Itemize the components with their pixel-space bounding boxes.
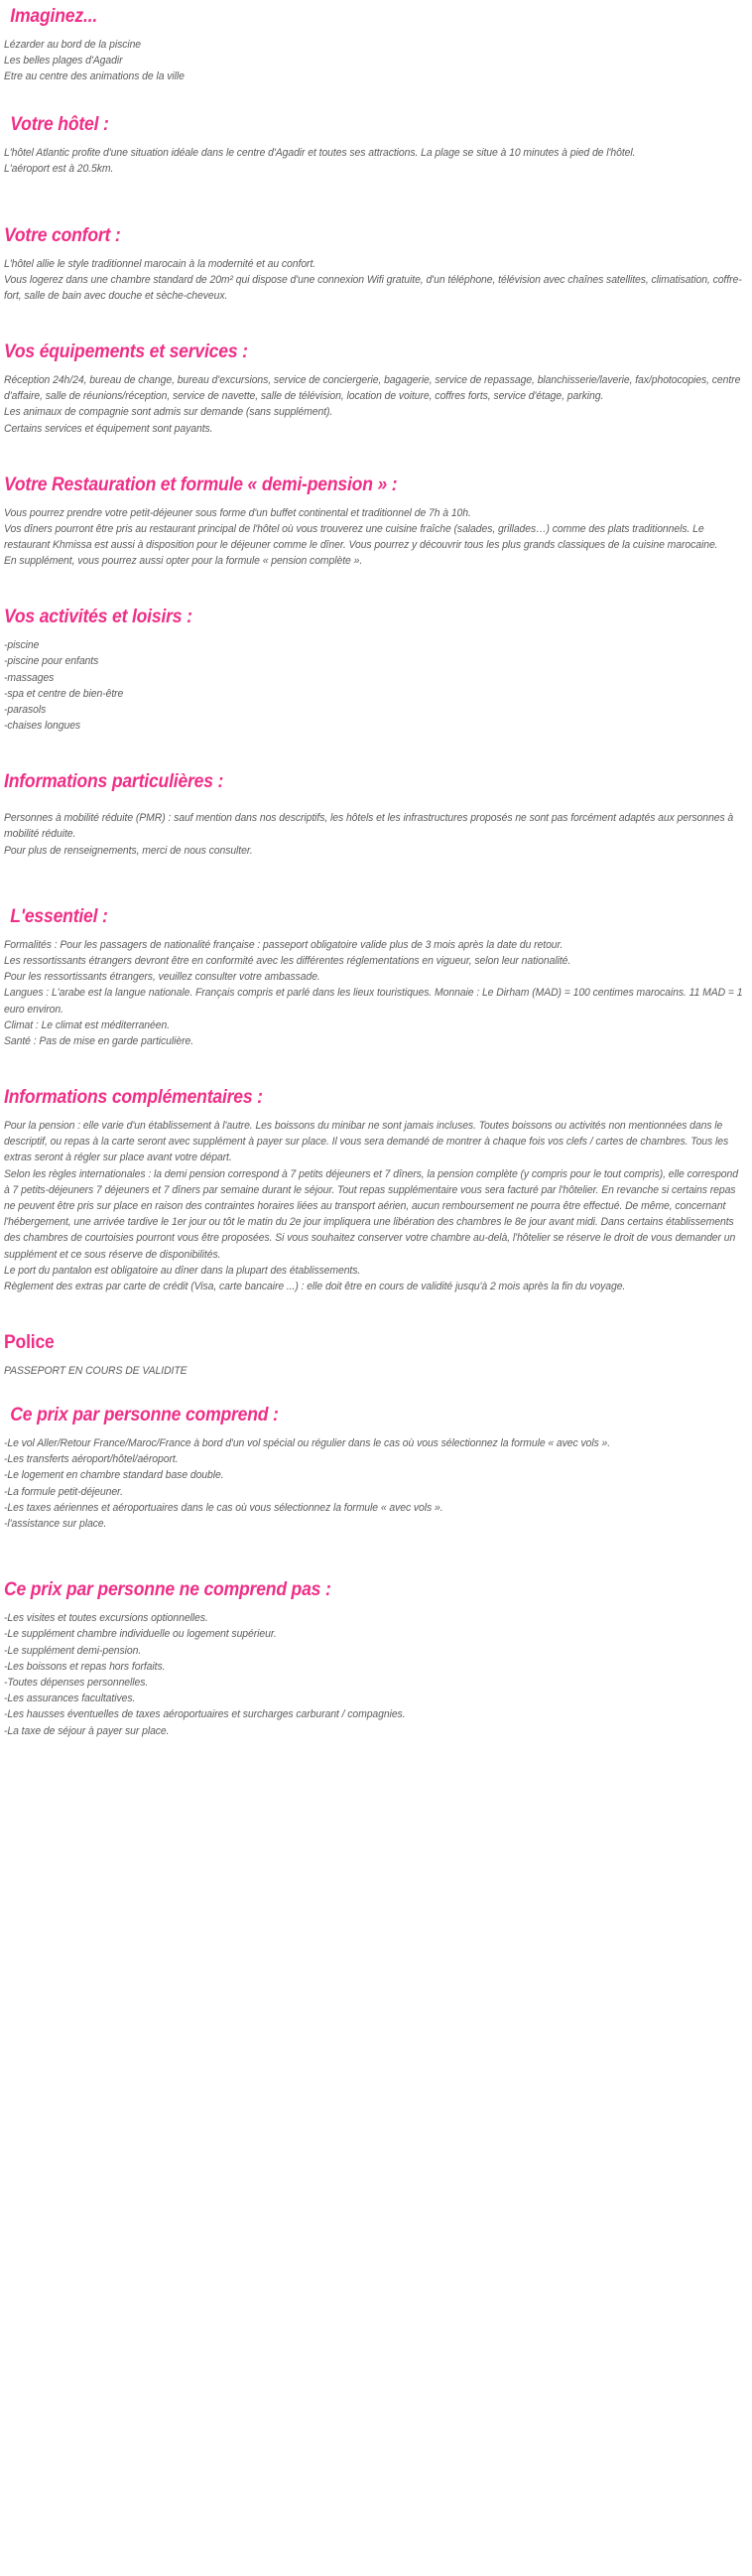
spacer — [4, 793, 748, 810]
section-body-votre-restauration — [4, 505, 748, 570]
spacer — [4, 1049, 748, 1087]
section-body-votre-hotel — [4, 145, 748, 177]
section-heading-vos-activites: Vos activités et loisirs : — [4, 606, 192, 628]
text-paragraph: Vous logerez dans une chambre standard de 20m² qui dispose d'une connexion Wifi gratuite, d'un téléphone, télévision avec chaînes satellites, climatisation, coffre-fort, salle de bain avec douche et sèche-cheveux. — [4, 273, 742, 302]
list-item: -piscine pour enfants — [4, 655, 99, 668]
section-heading-votre-hotel: Votre hôtel : — [10, 113, 109, 136]
text-line: Lézarder au bord de la piscine — [4, 38, 142, 51]
text-line: L'hôtel allie le style traditionnel marocain à la modernité et au confort. — [4, 257, 316, 270]
text-line: Pour les ressortissants étrangers, veuillez consulter votre ambassade. — [4, 971, 320, 984]
list-item: -Le supplément chambre individuelle ou logement supérieur. — [4, 1628, 277, 1641]
text-paragraph: Personnes à mobilité réduite (PMR) : sauf mention dans nos descriptifs, les hôtels et les infrastructures proposés ne sont pas forcément adaptés aux personnes à mobilité réduite. — [4, 812, 734, 841]
text-line: En supplément, vous pourrez aussi opter pour la formule « pension complète ». — [4, 555, 363, 568]
text-paragraph: Vos dîners pourront être pris au restaurant principal de l'hôtel où vous trouverez une cuisine fraîche (salades, grillades…) comme des plats traditionnels. Le restaurant Khmissa est aussi à disposition pour le déjeuner comme le dîner. Vous pourrez y découvrir tous les plus grands classiques de la cuisine marocaine. — [4, 522, 718, 551]
section-heading-l-essentiel: L'essentiel : — [10, 904, 108, 927]
text-paragraph: Les ressortissants étrangers devront être en conformité avec les différentes réglementations en vigueur, selon leur nationalité. — [4, 954, 571, 967]
spacer — [4, 628, 748, 637]
section-heading-prix-ne-comprend-pas: Ce prix par personne ne comprend pas : — [4, 1578, 331, 1601]
list-item: -l'assistance sur place. — [4, 1518, 107, 1531]
section-body-votre-confort — [4, 256, 748, 305]
text-paragraph: Règlement des extras par carte de crédit (Visa, carte bancaire ...) : elle doit être en cours de validité jusqu'à 2 mois après la fin du voyage. — [4, 1280, 626, 1292]
section-body-informations-complementaires — [4, 1118, 748, 1294]
spacer — [4, 363, 748, 372]
section-body-prix-ne-comprend-pas — [4, 1610, 748, 1739]
section-body-l-essentiel — [4, 937, 748, 1049]
spacer — [4, 1601, 748, 1610]
spacer — [4, 1109, 748, 1118]
section-heading-vos-equipements: Vos équipements et services : — [4, 340, 248, 363]
list-item: -Les hausses éventuelles de taxes aéroportuaires et surcharges carburant / compagnies. — [4, 1708, 406, 1721]
list-item: -parasols — [4, 704, 47, 717]
section-heading-imaginez: Imaginez... — [10, 5, 98, 27]
section-body-police — [4, 1363, 748, 1379]
spacer — [4, 304, 748, 341]
list-item: -massages — [4, 671, 55, 684]
list-item: -Les transferts aéroport/hôtel/aéroport. — [4, 1453, 179, 1466]
spacer — [4, 247, 748, 256]
list-item: -Toutes dépenses personnelles. — [4, 1676, 149, 1689]
spacer — [4, 1379, 748, 1405]
list-item: -Les taxes aériennes et aéroportuaires dans le cas où vous sélectionnez la formule « avec vols ». — [4, 1501, 443, 1514]
text-line: Les animaux de compagnie sont admis sur demande (sans supplément). — [4, 406, 333, 419]
section-body-imaginez — [4, 37, 748, 85]
text-line: Vous pourrez prendre votre petit-déjeuner sous forme d'un buffet continental et traditionnel de 7h à 10h. — [4, 506, 471, 519]
list-item: -Les boissons et repas hors forfaits. — [4, 1660, 166, 1673]
text-line: Certains services et équipement sont payants. — [4, 422, 213, 435]
list-item: -La taxe de séjour à payer sur place. — [4, 1724, 170, 1737]
spacer — [4, 859, 748, 906]
spacer — [4, 1294, 748, 1332]
spacer — [4, 1354, 748, 1363]
text-line: Le port du pantalon est obligatoire au dîner dans la plupart des établissements. — [4, 1264, 361, 1277]
section-heading-police: Police — [4, 1331, 55, 1354]
spacer — [4, 734, 748, 771]
list-item: -Les assurances facultatives. — [4, 1693, 136, 1705]
section-heading-votre-confort: Votre confort : — [4, 223, 121, 246]
text-line: L'aéroport est à 20.5km. — [4, 163, 114, 176]
section-body-prix-comprend — [4, 1435, 748, 1532]
text-line: Santé : Pas de mise en garde particulière. — [4, 1034, 194, 1047]
text-line: Pour plus de renseignements, merci de nous consulter. — [4, 844, 253, 857]
list-item: -spa et centre de bien-être — [4, 687, 124, 700]
text-paragraph: Langues : L'arabe est la langue nationale. Français compris et parlé dans les lieux touristiques. Monnaie : Le Dirham (MAD) = 100 centimes marocains. 11 MAD = 1 euro environ. — [4, 987, 743, 1016]
section-heading-informations-complementaires: Informations complémentaires : — [4, 1086, 263, 1109]
text-line: Les belles plages d'Agadir — [4, 55, 123, 68]
spacer — [4, 437, 748, 475]
list-item: -chaises longues — [4, 720, 81, 733]
text-paragraph: L'hôtel Atlantic profite d'une situation idéale dans le centre d'Agadir et toutes ses attractions. La plage se situe à 10 minutes à pied de l'hôtel. — [4, 147, 636, 160]
text-line: Climat : Le climat est méditerranéen. — [4, 1018, 171, 1031]
section-heading-informations-particulieres: Informations particulières : — [4, 770, 224, 793]
list-item: -La formule petit-déjeuner. — [4, 1485, 123, 1498]
list-item: -piscine — [4, 639, 40, 652]
section-body-informations-particulieres — [4, 810, 748, 859]
list-item: -Le vol Aller/Retour France/Maroc/France à bord d'un vol spécial ou régulier dans le cas où vous sélectionnez la formule « avec vols ». — [4, 1437, 611, 1450]
spacer — [4, 84, 748, 114]
section-heading-votre-restauration: Votre Restauration et formule « demi-pension » : — [4, 473, 398, 495]
section-heading-prix-comprend: Ce prix par personne comprend : — [10, 1404, 279, 1426]
list-item: -Les visites et toutes excursions optionnelles. — [4, 1612, 208, 1625]
text-paragraph: Selon les règles internationales : la demi pension correspond à 7 petits déjeuners et 7 dîners, la pension complète (y compris pour le tout compris), elle correspond à 7 petits-déjeuners 7 déjeuners et 7 dîners par semaine durant le séjour. Tout repas supplémentaire vous sera facturé par l'hôtelier. En revanche si certains repas ne peuvent être pris sur place en raison des contraintes horaires liées au transport aérien, aucun remboursement ne pourra être effectué. De même, concernant l'hébergement, une arrivée tardive le 1er jour ou tôt le matin du 2e jour impliquera une libération des chambres le 8e jour avant midi. Dans certains établissements des chambres de courtoisies pourront vous être proposées. Si vous souhaitez conserver votre chambre au-delà, l'hôtelier se réserve le droit de vous demander un supplément et ce sous réserve de disponibilités. — [4, 1167, 738, 1261]
section-body-vos-activites — [4, 637, 748, 734]
spacer — [4, 569, 748, 607]
spacer — [4, 1426, 748, 1435]
text-paragraph: Formalités : Pour les passagers de nationalité française : passeport obligatoire valide plus de 3 mois après la date du retour. — [4, 938, 564, 951]
list-item: -Le supplément demi-pension. — [4, 1644, 142, 1657]
spacer — [4, 496, 748, 505]
text-line: PASSEPORT EN COURS DE VALIDITE — [4, 1365, 188, 1378]
spacer — [4, 136, 748, 145]
text-paragraph: Pour la pension : elle varie d'un établissement à l'autre. Les boissons du minibar ne sont jamais incluses. Toutes boissons ou activités non mentionnées dans le descriptif, ou repas à la carte seront avec supplément à payer sur place. Il vous sera demandé de montrer à chaque fois vos clefs / cartes de chambres. Tous les extras seront à régler sur place avant votre départ. — [4, 1119, 729, 1164]
section-body-vos-equipements — [4, 372, 748, 437]
spacer — [4, 1532, 748, 1579]
text-paragraph: Réception 24h/24, bureau de change, bureau d'excursions, service de conciergerie, bagagerie, service de repassage, blanchisserie/laverie, fax/photocopies, centre d'affaire, salle de réunions/réception, service de navette, salle de télévision, location de voiture, coffres forts, service d'étage, parking. — [4, 373, 741, 403]
text-line: Etre au centre des animations de la ville — [4, 70, 185, 83]
spacer — [4, 178, 748, 225]
list-item: -Le logement en chambre standard base double. — [4, 1469, 224, 1482]
spacer — [4, 28, 748, 37]
spacer — [4, 928, 748, 937]
